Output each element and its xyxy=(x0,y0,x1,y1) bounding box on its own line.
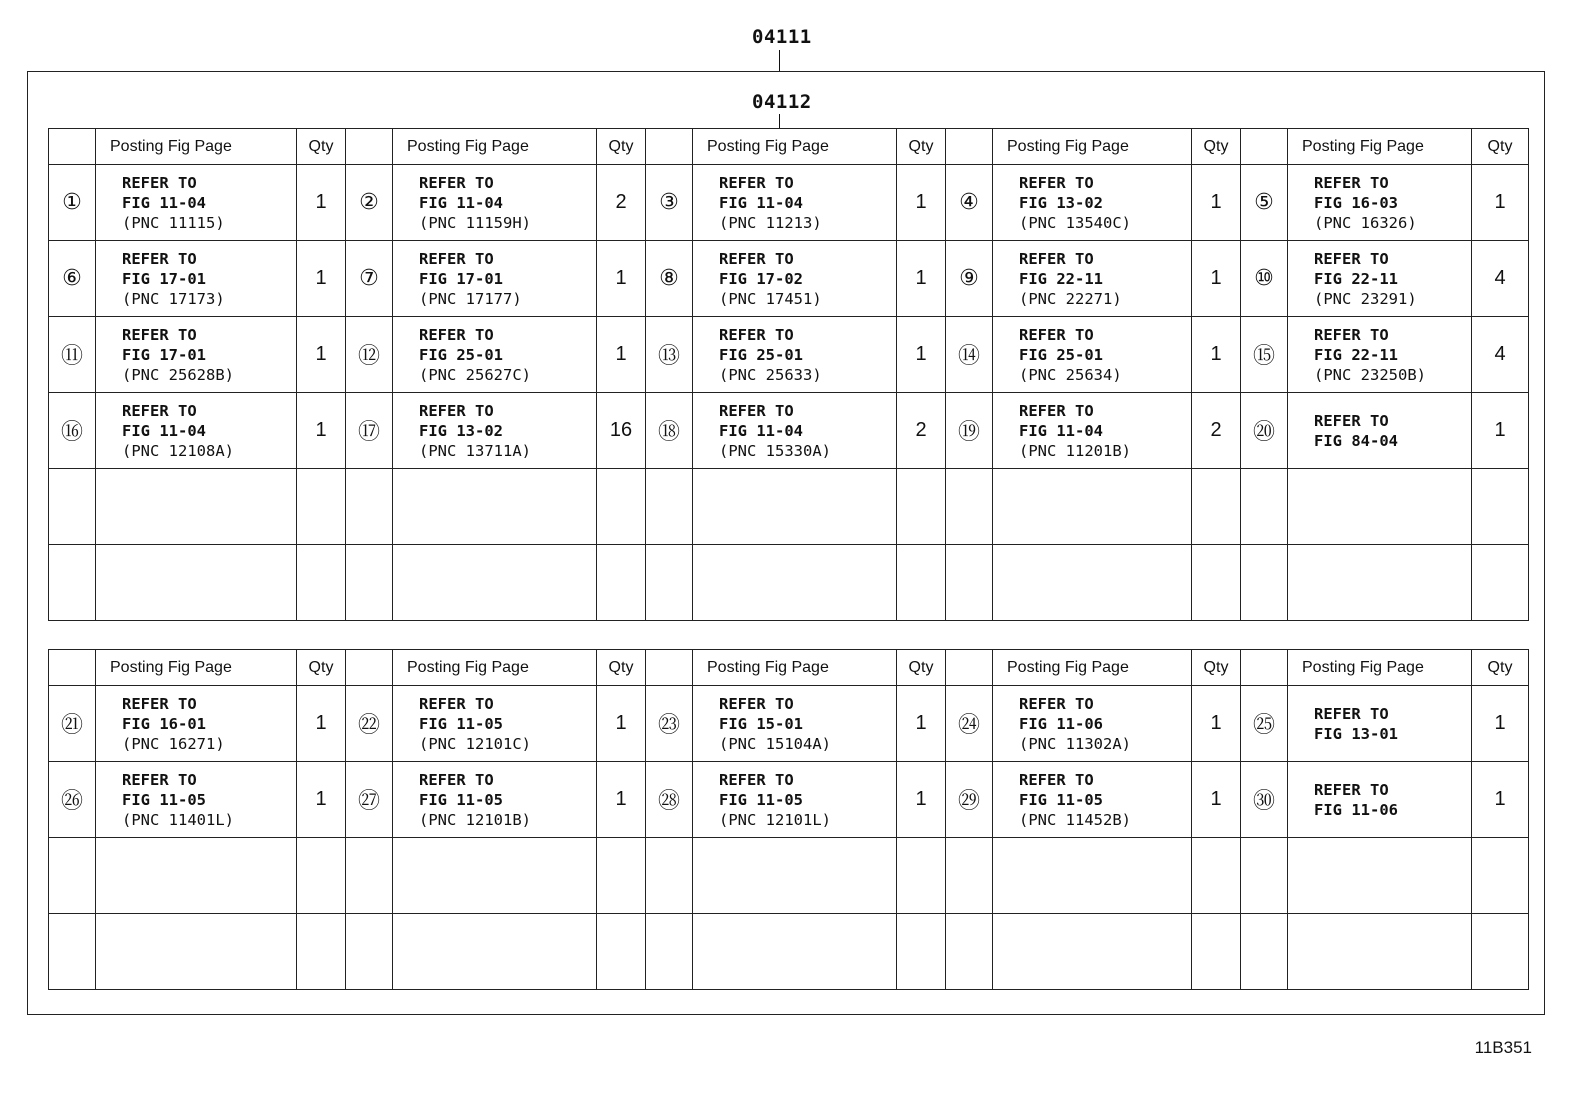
pnc-reference: (PNC 11452B) xyxy=(1019,810,1131,829)
refer-cell xyxy=(993,393,1192,469)
item-number: ㉑ xyxy=(49,686,96,762)
qty-value: 2 xyxy=(1192,393,1241,469)
item-number: ㉒ xyxy=(346,686,393,762)
refer-cell xyxy=(96,393,297,469)
pnc-reference: (PNC 17173) xyxy=(122,289,225,308)
empty-cell xyxy=(1192,469,1241,545)
qty-value: 1 xyxy=(597,241,646,317)
header-qty: Qty xyxy=(597,650,646,686)
header-qty: Qty xyxy=(1472,129,1529,165)
fig-reference: FIG 84-04 xyxy=(1314,431,1398,450)
fig-reference: FIG 11-04 xyxy=(719,193,803,212)
table-row xyxy=(49,317,1529,393)
refer-to-text: REFER TO xyxy=(419,249,494,268)
refer-cell xyxy=(96,686,297,762)
fig-reference: FIG 17-01 xyxy=(122,345,206,364)
fig-reference: FIG 13-02 xyxy=(419,421,503,440)
item-number: ⑤ xyxy=(1241,165,1288,241)
empty-cell xyxy=(96,469,297,545)
empty-cell xyxy=(96,914,297,990)
posting-table-1 xyxy=(48,128,1529,621)
item-number: ① xyxy=(49,165,96,241)
pnc-reference: (PNC 16271) xyxy=(122,734,225,753)
refer-to-text: REFER TO xyxy=(122,770,197,789)
empty-cell xyxy=(1241,469,1288,545)
qty-value: 1 xyxy=(1472,686,1529,762)
pnc-reference: (PNC 11201B) xyxy=(1019,441,1131,460)
refer-cell xyxy=(993,165,1192,241)
qty-value: 1 xyxy=(297,393,346,469)
item-number: ⑥ xyxy=(49,241,96,317)
fig-reference: FIG 11-06 xyxy=(1314,800,1398,819)
table-row xyxy=(49,165,1529,241)
fig-reference: FIG 16-01 xyxy=(122,714,206,733)
pnc-reference: (PNC 12101B) xyxy=(419,810,531,829)
item-number: ⑦ xyxy=(346,241,393,317)
empty-cell xyxy=(1192,838,1241,914)
posting-table-2 xyxy=(48,649,1529,990)
empty-cell xyxy=(1288,838,1472,914)
refer-cell xyxy=(393,165,597,241)
refer-to-text: REFER TO xyxy=(1314,173,1389,192)
empty-cell xyxy=(1472,838,1529,914)
qty-value: 1 xyxy=(1192,762,1241,838)
pnc-reference: (PNC 13540C) xyxy=(1019,213,1131,232)
fig-reference: FIG 11-05 xyxy=(419,790,503,809)
qty-value: 1 xyxy=(297,317,346,393)
empty-cell xyxy=(346,914,393,990)
refer-to-text: REFER TO xyxy=(122,249,197,268)
empty-cell xyxy=(646,914,693,990)
fig-reference: FIG 25-01 xyxy=(419,345,503,364)
item-number: ⑮ xyxy=(1241,317,1288,393)
refer-cell xyxy=(96,241,297,317)
header-number-cell xyxy=(646,650,693,686)
refer-to-text: REFER TO xyxy=(419,325,494,344)
empty-cell xyxy=(693,914,897,990)
empty-cell xyxy=(693,838,897,914)
pnc-reference: (PNC 25628B) xyxy=(122,365,234,384)
header-number-cell xyxy=(346,650,393,686)
fig-reference: FIG 11-06 xyxy=(1019,714,1103,733)
header-row xyxy=(49,650,1529,686)
fig-reference: FIG 11-04 xyxy=(122,421,206,440)
refer-cell xyxy=(693,762,897,838)
refer-to-text: REFER TO xyxy=(122,694,197,713)
refer-cell xyxy=(693,165,897,241)
empty-cell xyxy=(1241,545,1288,621)
empty-cell xyxy=(1192,545,1241,621)
qty-value: 1 xyxy=(897,165,946,241)
item-number: ⑫ xyxy=(346,317,393,393)
empty-cell xyxy=(597,838,646,914)
fig-reference: FIG 11-05 xyxy=(122,790,206,809)
refer-cell xyxy=(1288,241,1472,317)
refer-to-text: REFER TO xyxy=(419,694,494,713)
refer-cell xyxy=(993,762,1192,838)
empty-cell xyxy=(946,914,993,990)
empty-cell xyxy=(646,469,693,545)
header-number-cell xyxy=(49,129,96,165)
refer-to-text: REFER TO xyxy=(719,325,794,344)
qty-value: 1 xyxy=(597,317,646,393)
table-row xyxy=(49,393,1529,469)
item-number: ③ xyxy=(646,165,693,241)
header-posting-fig-page: Posting Fig Page xyxy=(393,129,597,165)
qty-value: 1 xyxy=(897,241,946,317)
item-number: ㉖ xyxy=(49,762,96,838)
empty-cell xyxy=(897,838,946,914)
qty-value: 1 xyxy=(897,686,946,762)
refer-to-text: REFER TO xyxy=(122,401,197,420)
refer-to-text: REFER TO xyxy=(1019,249,1094,268)
refer-cell xyxy=(993,241,1192,317)
item-number: ㉗ xyxy=(346,762,393,838)
table-row xyxy=(49,762,1529,838)
qty-value: 1 xyxy=(1472,762,1529,838)
header-posting-fig-page: Posting Fig Page xyxy=(693,129,897,165)
empty-cell xyxy=(1241,838,1288,914)
header-qty: Qty xyxy=(1192,129,1241,165)
refer-cell xyxy=(993,686,1192,762)
refer-cell xyxy=(393,241,597,317)
empty-cell xyxy=(1288,914,1472,990)
qty-value: 1 xyxy=(597,686,646,762)
qty-value: 1 xyxy=(597,762,646,838)
fig-reference: FIG 13-01 xyxy=(1314,724,1398,743)
inner-label: 04112 xyxy=(752,91,812,113)
refer-to-text: REFER TO xyxy=(1314,249,1389,268)
header-posting-fig-page: Posting Fig Page xyxy=(1288,129,1472,165)
header-qty: Qty xyxy=(897,129,946,165)
empty-cell xyxy=(393,469,597,545)
refer-cell xyxy=(1288,686,1472,762)
empty-cell xyxy=(393,914,597,990)
empty-cell xyxy=(297,545,346,621)
empty-cell xyxy=(49,838,96,914)
table-row xyxy=(49,686,1529,762)
top-leader-line xyxy=(779,50,780,71)
fig-reference: FIG 17-01 xyxy=(122,269,206,288)
refer-to-text: REFER TO xyxy=(419,173,494,192)
empty-cell xyxy=(1288,545,1472,621)
refer-cell xyxy=(393,686,597,762)
pnc-reference: (PNC 11159H) xyxy=(419,213,531,232)
refer-cell xyxy=(1288,165,1472,241)
qty-value: 1 xyxy=(297,762,346,838)
refer-to-text: REFER TO xyxy=(719,770,794,789)
pnc-reference: (PNC 11115) xyxy=(122,213,225,232)
fig-reference: FIG 25-01 xyxy=(719,345,803,364)
fig-reference: FIG 11-04 xyxy=(1019,421,1103,440)
pnc-reference: (PNC 12101C) xyxy=(419,734,531,753)
fig-reference: FIG 11-05 xyxy=(419,714,503,733)
fig-reference: FIG 11-04 xyxy=(419,193,503,212)
refer-to-text: REFER TO xyxy=(1019,770,1094,789)
empty-cell xyxy=(993,914,1192,990)
refer-cell xyxy=(96,762,297,838)
fig-reference: FIG 22-11 xyxy=(1019,269,1103,288)
header-number-cell xyxy=(49,650,96,686)
item-number: ⑨ xyxy=(946,241,993,317)
header-number-cell xyxy=(1241,650,1288,686)
item-number: ㉓ xyxy=(646,686,693,762)
empty-cell xyxy=(993,838,1192,914)
refer-cell xyxy=(1288,762,1472,838)
item-number: ⑧ xyxy=(646,241,693,317)
fig-reference: FIG 25-01 xyxy=(1019,345,1103,364)
pnc-reference: (PNC 22271) xyxy=(1019,289,1122,308)
refer-to-text: REFER TO xyxy=(1314,325,1389,344)
qty-value: 1 xyxy=(897,317,946,393)
header-qty: Qty xyxy=(297,650,346,686)
empty-cell xyxy=(897,469,946,545)
refer-to-text: REFER TO xyxy=(1019,173,1094,192)
pnc-reference: (PNC 15330A) xyxy=(719,441,831,460)
header-qty: Qty xyxy=(1192,650,1241,686)
refer-cell xyxy=(693,393,897,469)
refer-cell xyxy=(96,165,297,241)
refer-cell xyxy=(693,241,897,317)
item-number: ⑱ xyxy=(646,393,693,469)
empty-cell xyxy=(597,914,646,990)
empty-row xyxy=(49,545,1529,621)
header-number-cell xyxy=(646,129,693,165)
empty-cell xyxy=(693,545,897,621)
refer-to-text: REFER TO xyxy=(419,770,494,789)
empty-cell xyxy=(897,545,946,621)
refer-to-text: REFER TO xyxy=(122,173,197,192)
header-row xyxy=(49,129,1529,165)
pnc-reference: (PNC 16326) xyxy=(1314,213,1417,232)
item-number: ㉔ xyxy=(946,686,993,762)
item-number: ⑬ xyxy=(646,317,693,393)
item-number: ② xyxy=(346,165,393,241)
empty-cell xyxy=(49,545,96,621)
empty-cell xyxy=(297,838,346,914)
empty-cell xyxy=(96,838,297,914)
refer-to-text: REFER TO xyxy=(719,401,794,420)
empty-row xyxy=(49,914,1529,990)
pnc-reference: (PNC 15104A) xyxy=(719,734,831,753)
refer-cell xyxy=(1288,317,1472,393)
refer-to-text: REFER TO xyxy=(719,694,794,713)
refer-cell xyxy=(393,317,597,393)
qty-value: 4 xyxy=(1472,241,1529,317)
fig-reference: FIG 16-03 xyxy=(1314,193,1398,212)
diagram-code: 11B351 xyxy=(1474,1038,1532,1057)
header-posting-fig-page: Posting Fig Page xyxy=(96,650,297,686)
empty-row xyxy=(49,469,1529,545)
empty-cell xyxy=(1472,914,1529,990)
empty-cell xyxy=(993,469,1192,545)
empty-cell xyxy=(297,914,346,990)
qty-value: 1 xyxy=(1472,393,1529,469)
refer-to-text: REFER TO xyxy=(719,173,794,192)
pnc-reference: (PNC 13711A) xyxy=(419,441,531,460)
empty-cell xyxy=(1472,469,1529,545)
empty-cell xyxy=(297,469,346,545)
qty-value: 1 xyxy=(297,686,346,762)
fig-reference: FIG 17-02 xyxy=(719,269,803,288)
pnc-reference: (PNC 23291) xyxy=(1314,289,1417,308)
header-posting-fig-page: Posting Fig Page xyxy=(693,650,897,686)
empty-cell xyxy=(1472,545,1529,621)
qty-value: 2 xyxy=(597,165,646,241)
header-number-cell xyxy=(946,129,993,165)
refer-to-text: REFER TO xyxy=(719,249,794,268)
refer-cell xyxy=(993,317,1192,393)
refer-to-text: REFER TO xyxy=(1314,780,1389,799)
qty-value: 1 xyxy=(1472,165,1529,241)
pnc-reference: (PNC 25627C) xyxy=(419,365,531,384)
item-number: ⑭ xyxy=(946,317,993,393)
empty-cell xyxy=(1288,469,1472,545)
item-number: ㉕ xyxy=(1241,686,1288,762)
qty-value: 1 xyxy=(297,241,346,317)
empty-cell xyxy=(393,838,597,914)
qty-value: 4 xyxy=(1472,317,1529,393)
pnc-reference: (PNC 11213) xyxy=(719,213,822,232)
pnc-reference: (PNC 17451) xyxy=(719,289,822,308)
refer-cell xyxy=(693,317,897,393)
refer-cell xyxy=(693,686,897,762)
empty-cell xyxy=(346,838,393,914)
item-number: ⑳ xyxy=(1241,393,1288,469)
fig-reference: FIG 11-04 xyxy=(122,193,206,212)
qty-value: 16 xyxy=(597,393,646,469)
empty-cell xyxy=(946,469,993,545)
empty-cell xyxy=(96,545,297,621)
header-qty: Qty xyxy=(597,129,646,165)
empty-cell xyxy=(646,838,693,914)
refer-to-text: REFER TO xyxy=(122,325,197,344)
item-number: ⑰ xyxy=(346,393,393,469)
pnc-reference: (PNC 12101L) xyxy=(719,810,831,829)
refer-to-text: REFER TO xyxy=(1019,325,1094,344)
header-posting-fig-page: Posting Fig Page xyxy=(993,129,1192,165)
header-number-cell xyxy=(346,129,393,165)
item-number: ⑪ xyxy=(49,317,96,393)
pnc-reference: (PNC 25633) xyxy=(719,365,822,384)
table-row xyxy=(49,241,1529,317)
empty-cell xyxy=(346,545,393,621)
inner-leader-line xyxy=(779,114,780,128)
refer-to-text: REFER TO xyxy=(419,401,494,420)
refer-cell xyxy=(1288,393,1472,469)
item-number: ⑯ xyxy=(49,393,96,469)
fig-reference: FIG 11-05 xyxy=(1019,790,1103,809)
empty-cell xyxy=(346,469,393,545)
pnc-reference: (PNC 12108A) xyxy=(122,441,234,460)
empty-cell xyxy=(693,469,897,545)
qty-value: 1 xyxy=(1192,686,1241,762)
empty-cell xyxy=(993,545,1192,621)
pnc-reference: (PNC 11401L) xyxy=(122,810,234,829)
refer-cell xyxy=(96,317,297,393)
empty-cell xyxy=(597,545,646,621)
qty-value: 1 xyxy=(1192,241,1241,317)
empty-cell xyxy=(49,914,96,990)
qty-value: 1 xyxy=(297,165,346,241)
fig-reference: FIG 17-01 xyxy=(419,269,503,288)
fig-reference: FIG 22-11 xyxy=(1314,269,1398,288)
refer-to-text: REFER TO xyxy=(1314,704,1389,723)
item-number: ⑲ xyxy=(946,393,993,469)
fig-reference: FIG 11-05 xyxy=(719,790,803,809)
empty-cell xyxy=(49,469,96,545)
refer-to-text: REFER TO xyxy=(1019,401,1094,420)
header-posting-fig-page: Posting Fig Page xyxy=(1288,650,1472,686)
header-posting-fig-page: Posting Fig Page xyxy=(96,129,297,165)
item-number: ④ xyxy=(946,165,993,241)
empty-cell xyxy=(597,469,646,545)
pnc-reference: (PNC 17177) xyxy=(419,289,522,308)
empty-cell xyxy=(1192,914,1241,990)
header-number-cell xyxy=(1241,129,1288,165)
qty-value: 1 xyxy=(1192,165,1241,241)
item-number: ㉘ xyxy=(646,762,693,838)
header-qty: Qty xyxy=(1472,650,1529,686)
header-posting-fig-page: Posting Fig Page xyxy=(393,650,597,686)
refer-to-text: REFER TO xyxy=(1314,411,1389,430)
qty-value: 2 xyxy=(897,393,946,469)
empty-row xyxy=(49,838,1529,914)
qty-value: 1 xyxy=(897,762,946,838)
empty-cell xyxy=(946,838,993,914)
fig-reference: FIG 22-11 xyxy=(1314,345,1398,364)
top-label: 04111 xyxy=(752,26,812,48)
fig-reference: FIG 13-02 xyxy=(1019,193,1103,212)
empty-cell xyxy=(897,914,946,990)
refer-to-text: REFER TO xyxy=(1019,694,1094,713)
pnc-reference: (PNC 25634) xyxy=(1019,365,1122,384)
qty-value: 1 xyxy=(1192,317,1241,393)
item-number: ⑩ xyxy=(1241,241,1288,317)
fig-reference: FIG 11-04 xyxy=(719,421,803,440)
item-number: ㉚ xyxy=(1241,762,1288,838)
item-number: ㉙ xyxy=(946,762,993,838)
header-posting-fig-page: Posting Fig Page xyxy=(993,650,1192,686)
pnc-reference: (PNC 11302A) xyxy=(1019,734,1131,753)
empty-cell xyxy=(946,545,993,621)
refer-cell xyxy=(393,762,597,838)
pnc-reference: (PNC 23250B) xyxy=(1314,365,1426,384)
refer-cell xyxy=(393,393,597,469)
empty-cell xyxy=(393,545,597,621)
empty-cell xyxy=(646,545,693,621)
header-qty: Qty xyxy=(897,650,946,686)
empty-cell xyxy=(1241,914,1288,990)
fig-reference: FIG 15-01 xyxy=(719,714,803,733)
header-qty: Qty xyxy=(297,129,346,165)
header-number-cell xyxy=(946,650,993,686)
